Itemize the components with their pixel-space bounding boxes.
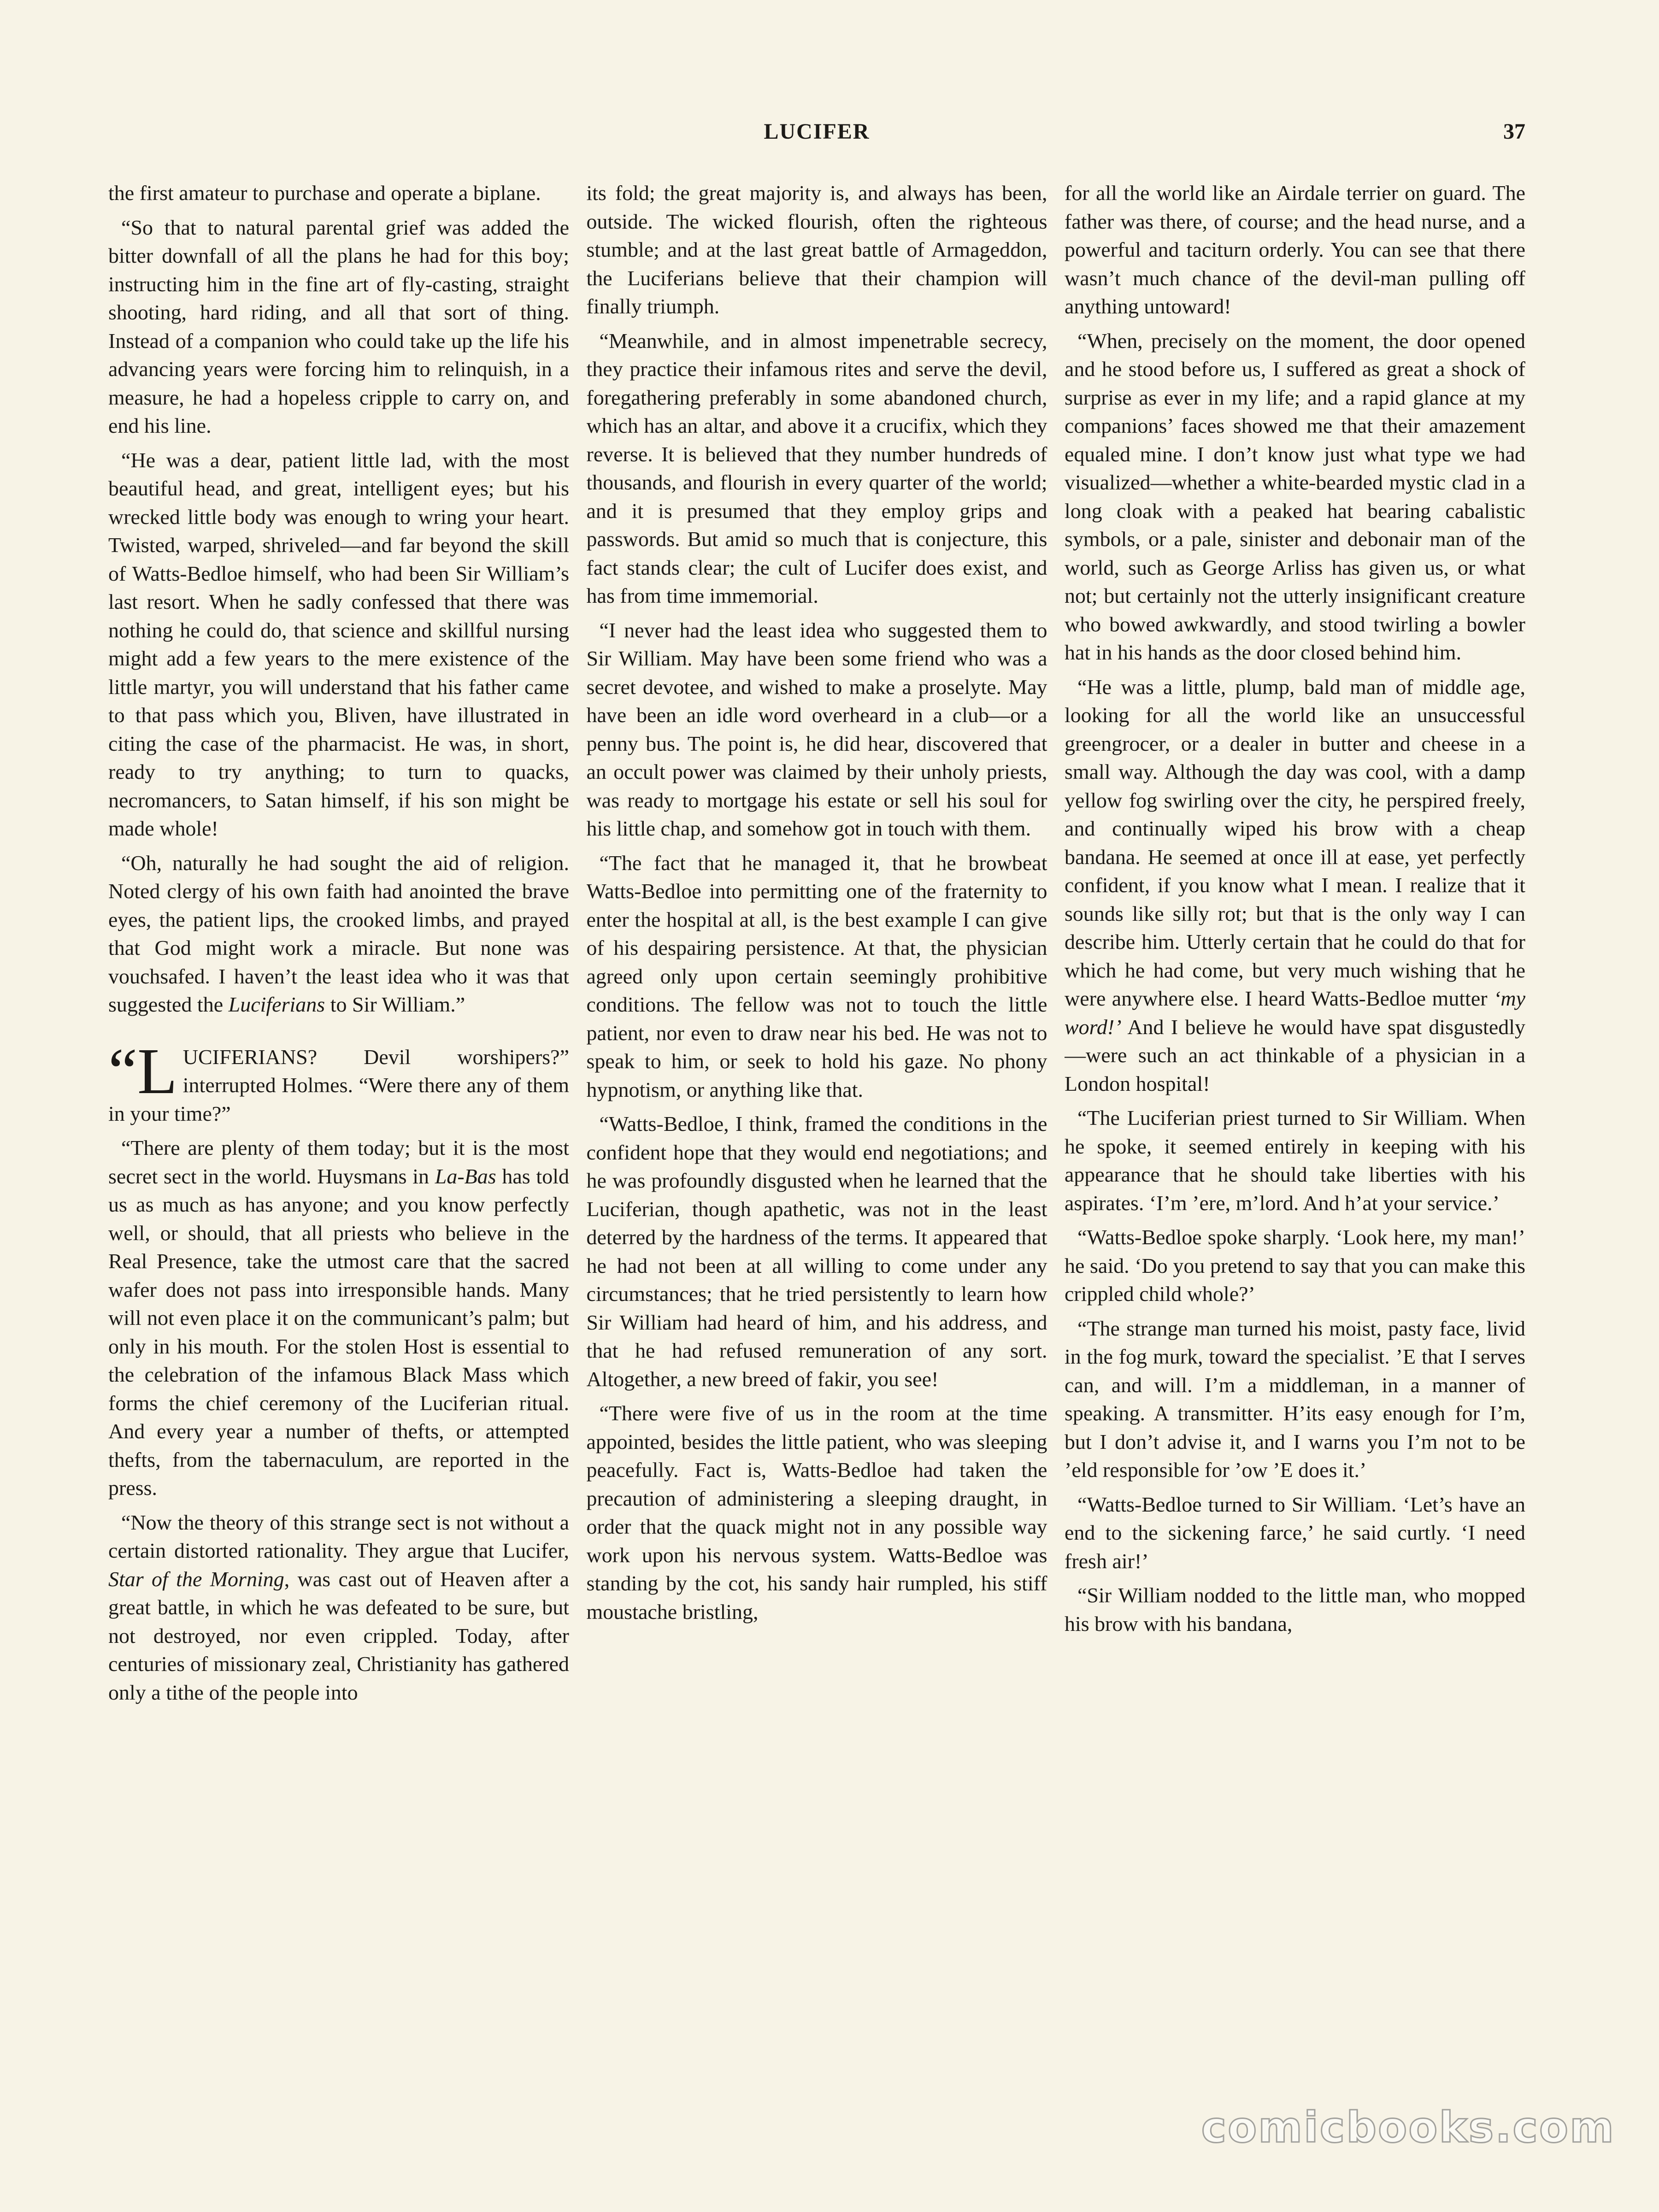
column-3 (1065, 179, 1525, 2128)
paragraph: “He was a dear, patient little lad, with the most beautiful head, and great, intelligent eyes; but his wrecked little body was enough to wring your heart. Twisted, warped, shriveled—and far beyond the skill of Watts-Bedloe himself, who had been Sir William’s last resort. When he sadly confessed that there was nothing he could do, that science and skillful nursing might add a few years to the mere existence of the little martyr, you will understand that his father came to that pass which you, Bliven, have illustrated in citing the case of the pharmacist. He was, in short, ready to try anything; to turn to quacks, necromancers, to Satan himself, if his son might be made whole! (108, 448, 569, 840)
story-title: LUCIFER (764, 119, 870, 144)
page-number: 37 (1503, 119, 1525, 144)
paragraph: “I never had the least idea who suggested them to Sir William. May have been some friend who was a secret devotee, and wished to make a proselyte. May have been an idle word overheard in a club—or a penny bus. The point is, he did hear, discovered that an occult power was claimed by their unholy priests, was ready to mortgage his estate or sell his soul for his little chap, and somehow got in touch with them. (586, 618, 1047, 840)
paragraph: “Watts-Bedloe spoke sharply. ‘Look here, my man!’ he said. ‘Do you pretend to say that you can make this crippled child whole?’ (1065, 1225, 1525, 1306)
column-2 (587, 179, 1047, 2128)
paragraph: “The fact that he managed it, that he browbeat Watts-Bedloe into permitting one of the fraternity to enter the hospital at all, is the best example I can give of his despairing persistence. At that, the physician agreed only upon certain seemingly prohibitive conditions. The fellow was not to touch the little patient, nor even to draw near his bed. He was not to speak to him, or seek to hold his gaze. No phony hypnotism, or anything like that. (586, 851, 1047, 1101)
paragraph: “There are plenty of them today; but it is the most secret sect in the world. Huysmans in La-Bas has told us as much as has anyone; and you know perfectly well, or should, that all priests who believe in the Real Presence, take the utmost care that the sacred wafer does not pass into irresponsible hands. Many will not even place it on the communicant’s palm; but only in his mouth. For the stolen Host is essential to the celebration of the infamous Black Mass which forms the chief ceremony of the Luciferian ritual. And every year a number of thefts, or attempted thefts, from the tabernaculum, are reported in the press. (108, 1136, 569, 1500)
italic-term: Luciferians (228, 993, 325, 1016)
italic-term: Star of the Morning (108, 1567, 284, 1591)
running-head (108, 119, 1525, 151)
paragraph: the first amateur to purchase and operate a biplane. (108, 181, 541, 205)
paragraph: “The Luciferian priest turned to Sir William. When he spoke, it seemed entirely in keeping with his appearance that he should take liberties with his aspirates. ‘I’m ’ere, m’lord. And h’at your service.’ (1065, 1106, 1525, 1215)
paragraph: “He was a little, plump, bald man of middle age, looking for all the world like an unsuccessful greengrocer, or a dealer in butter and cheese in a small way. Although the day was cool, with a damp yellow fog swirling over the city, he perspired freely, and continually wiped his brow with a cheap bandana. He seemed at once ill at ease, yet perfectly confident, if you know what I mean. I realize that it sounds like silly rot; but that is the only way I can describe him. Utterly certain that he could do that for which he had come, but very much wishing that he were anywhere else. I heard Watts-Bedloe mutter ‘my word!’ And I believe he would have spat disgustedly—were such an act thinkable of a physician in a London hospital! (1065, 675, 1525, 1095)
text-columns (108, 179, 1525, 2128)
paragraph: for all the world like an Airdale terrier on guard. The father was there, of course; and the head nurse, and a powerful and taciturn orderly. You can see that there wasn’t much chance of the devil-man pulling off anything untoward! (1065, 181, 1525, 318)
paragraph: “Sir William nodded to the little man, who mopped his brow with his bandana, (1065, 1583, 1525, 1635)
paragraph: “So that to natural parental grief was added the bitter downfall of all the plans he had for this boy; instructing him in the fine art of fly-casting, straight shooting, hard riding, and all that sort of thing. Instead of a companion who could take up the life his advancing years were forcing him to relinquish, in a measure, he had a hopeless cripple to carry on, and end his line. (108, 215, 569, 437)
paragraph: “Meanwhile, and in almost impenetrable secrecy, they practice their infamous rites and serve the devil, foregathering preferably in some abandoned church, which has an altar, and above it a crucifix, which they reverse. It is believed that they number hundreds of thousands, and flourish in every quarter of the world; and it is presumed that they employ grips and passwords. But amid so much that is conjecture, this fact stands clear; the cult of Lucifer does exist, and has from time immemorial. (586, 329, 1047, 607)
site-watermark: comicbooks.com (1201, 2103, 1615, 2152)
column-1 (108, 179, 569, 2128)
italic-term: La-Bas (435, 1164, 496, 1188)
paragraph: “Watts-Bedloe turned to Sir William. ‘Let’s have an end to the sickening farce,’ he said curtly. ‘I need fresh air!’ (1065, 1492, 1525, 1573)
paragraph: “When, precisely on the moment, the door opened and he stood before us, I suffered as great a shock of surprise as ever in my life; and a rapid glance at my companions’ faces showed me that their amazement equaled mine. I don’t know just what type we had visualized—whether a white-bearded mystic clad in a long cloak with a peaked hat bearing cabalistic symbols, or a pale, sinister and debonair man of the world, such as George Arliss has given us, or what not; but certainly not the utterly insignificant creature who bowed awkwardly, and stood twirling a bowler hat in his hands as the door closed behind him. (1065, 329, 1525, 664)
paragraph: “Watts-Bedloe, I think, framed the conditions in the confident hope that they would end negotiations; and he was profoundly disgusted when he learned that the Luciferian, though apathetic, was not in the least deterred by the hardness of the terms. It appeared that he had not been at all willing to come under any circumstances; that he tried persistently to learn how Sir William had heard of him, and his address, and that he had refused remuneration of any sort. Altogether, a new breed of fakir, you see! (586, 1112, 1047, 1391)
italic-term: ‘my word!’ (1065, 987, 1525, 1039)
paragraph: its fold; the great majority is, and always has been, outside. The wicked flourish, often the righteous stumble; and at the last great battle of Armageddon, the Luciferians believe that their champion will finally triumph. (586, 181, 1047, 318)
paragraph: “The strange man turned his moist, pasty face, livid in the fog murk, toward the specialist. ’E that I serves can, and will. I’m a middleman, in a manner of speaking. A transmitter. H’its easy enough for I’m, but I don’t advise it, and I warns you I’m not to be ’eld responsible for ’ow ’E does it.’ (1065, 1316, 1525, 1482)
paragraph: “Oh, naturally he had sought the aid of religion. Noted clergy of his own faith had anointed the brave eyes, the patient lips, the crooked limbs, and prayed that God might work a miracle. But none was vouchsafed. I haven’t the least idea who it was that suggested the Luciferians to Sir William.” (108, 851, 569, 1016)
drop-cap: “L (108, 1034, 177, 1107)
paragraph: “Now the theory of this strange sect is not without a certain distorted rationality. They argue that Lucifer, Star of the Morning, was cast out of Heaven after a great battle, in which he was defeated to be sure, but not destroyed, nor even crippled. Today, after centuries of missionary zeal, Christianity has gathered only a tithe of the people into (108, 1510, 569, 1704)
paragraph: “There were five of us in the room at the time appointed, besides the little patient, who was sleeping peacefully. Fact is, Watts-Bedloe had taken the precaution of administering a sleeping draught, in order that the quack might not in any possible way work upon his nervous system. Watts-Bedloe was standing by the cot, his sandy hair rumpled, his stiff moustache bristling, (586, 1401, 1047, 1624)
section-opening-paragraph: “L UCIFERIANS? Devil worshipers?” interrupted Holmes. “Were there any of them in your time?” (108, 1034, 569, 1125)
